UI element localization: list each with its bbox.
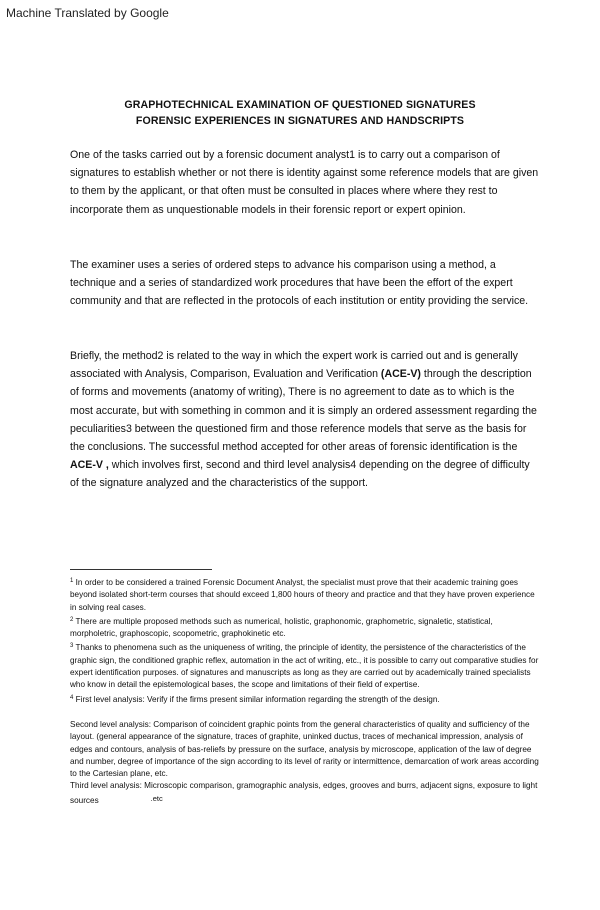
footnote-1-text: In order to be considered a trained Forensic Document Analyst, the specialist must prove that their academic training goes beyond isolated short-term courses that should exceed 1,800 hours of theory and practice and that they have proven experience in solving real cases. (70, 578, 535, 612)
footnote-4-mark: 4 (70, 694, 74, 701)
paragraph-3-text-a: Briefly, the method2 is related to the way in which the expert work is carried out and is generally associated with Analysis, Comparison, Evaluation and Verification (70, 350, 518, 381)
footnote-3 (70, 640, 540, 691)
footnote-3-mark: 3 (70, 643, 74, 650)
footnote-spacer (70, 706, 540, 719)
document-title (0, 97, 600, 129)
third-level-analysis (70, 780, 540, 807)
footnote-1-mark: 1 (70, 578, 74, 584)
paragraph-3-text-e: which involves first, second and third level analysis4 depending on the degree of difficulty of the signature analyzed and the characteristics of the support. (70, 459, 530, 490)
footnotes (70, 575, 540, 807)
footnote-2-mark: 2 (70, 616, 74, 623)
acev-bold-1: (ACE-V) (380, 368, 421, 381)
title-line-1: GRAPHOTECHNICAL EXAMINATION OF QUESTIONED SIGNATURES (124, 99, 476, 111)
third-level-text: Third level analysis: Microscopic comparison, gramographic analysis, edges, grooves and burrs, adjacent signs, exposure to light sources (70, 781, 538, 805)
paragraph-1: One of the tasks carried out by a forensic document analyst1 is to carry out a comparison of signatures to establish whether or not there is identity against some reference models that are given to them by the applicant, or that often must be consulted in places where where they rest to incorporate them as unquestionable models in their forensic report or expert opinion. (70, 149, 539, 216)
footnote-3-text: Thanks to phenomena such as the uniqueness of writing, the principle of identity, the persistence of the characteristics of the graphic sign, the conditioned graphic reflex, automation in the act of writing, etc., it is possible to carry out comparative studies for expert identification purposes. of signatures and manuscripts as long as they are carried out by academically trained specialists who know in detail the epistemological bases, the scope and limitations of their field of expertise. (70, 643, 539, 690)
paragraph-2: The examiner uses a series of ordered steps to advance his comparison using a method, a technique and a series of standardized work procedures that have been the effort of the expert community and that are reflected in the protocols of each institution or entity providing the service. (70, 259, 529, 308)
paragraph-3 (70, 347, 540, 493)
second-level-analysis: Second level analysis: Comparison of coincident graphic points from the general characteristics of quality and sufficiency of the layout. (general appearance of the signature, traces of graphite, uninked ductus, traces of mechanical impression, analysis of edges and contours, analysis of bas-reliefs by pressure on the surface, analysis by microscope, application of the law of degree and number, degree of importance of the sign according to its level of rarity or intermittence, demarcation of work areas according to the Cartesian plane, etc. (70, 719, 539, 779)
footnote-2 (70, 614, 540, 641)
acev-bold-2: ACE-V , (70, 459, 109, 472)
footnote-4 (70, 692, 540, 706)
footnote-1 (70, 575, 540, 614)
third-level-etc: .etc (150, 793, 163, 803)
footnote-4-text: First level analysis: Verify if the firms present similar information regarding the strength of the design. (73, 694, 440, 704)
title-line-2: FORENSIC EXPERIENCES IN SIGNATURES AND HANDSCRIPTS (135, 115, 465, 127)
machine-translated-label: Machine Translated by Google (6, 6, 169, 20)
paragraph-3-text-c: through the description of forms and movements (anatomy of writing), There is no agreement to date as to which is the most accurate, but with something in common and it is simply an ordered assessment regarding the peculiarities3 between the questioned firm and those reference models that serve as the basis for the conclusions. The successful method accepted for other areas of forensic identification is the (70, 368, 537, 454)
footnote-2-text: There are multiple proposed methods such as numerical, holistic, graphonomic, graphometric, signaletic, statistical, morpholetric, graphoscopic, scopometric, graphokinetic etc. (70, 616, 493, 639)
footnote-divider (70, 569, 212, 570)
